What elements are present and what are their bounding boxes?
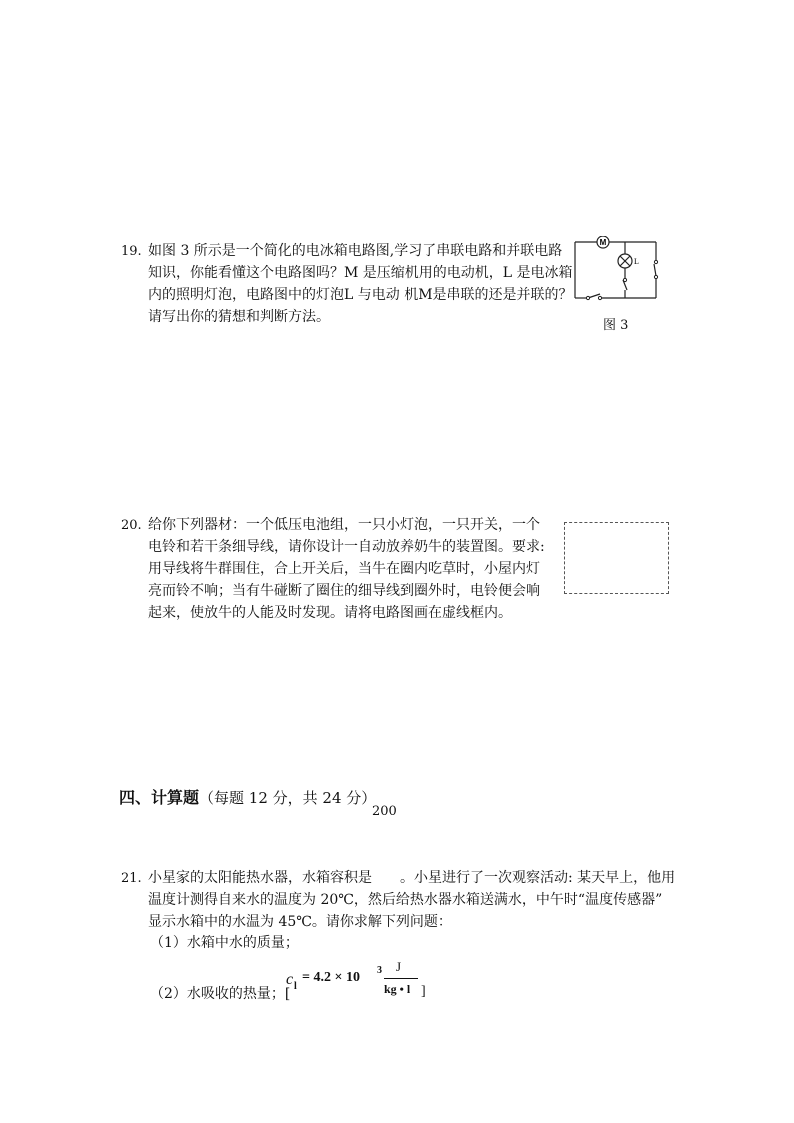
q21-subquestion-1: （1）水箱中水的质量； — [150, 935, 299, 951]
q20-line-4: 亮而铃不响；当有牛碰断了圈住的细导线到圈外时，电铃便会响 — [148, 583, 540, 599]
q21-line-1b: 。小星进行了一次观察活动: 某天早上，他用 — [400, 870, 676, 886]
formula-fraction-bar — [384, 978, 418, 979]
stray-value — [372, 804, 397, 819]
formula-numerator: J — [396, 959, 402, 974]
q21-line-1a: 小星家的太阳能热水器，水箱容积是 — [148, 870, 372, 886]
formula-close-bracket: ] — [421, 984, 426, 999]
q21-subquestion-2: （2）水吸收的热量；[ — [150, 986, 291, 1002]
q20-line-2: 电铃和若干条细导线，请你设计一自动放养奶牛的装置图。要求: — [148, 539, 545, 555]
formula-subscript: l — [294, 981, 297, 992]
lamp-label: L — [634, 257, 639, 266]
stray-value-text: 200 — [372, 804, 397, 819]
formula-coefficient: = 4.2 × 10 — [302, 970, 360, 985]
q21-line-3: 显示水箱中的水温为 45℃。请你求解下列问题： — [148, 914, 452, 930]
q19-number: 19. — [121, 244, 142, 259]
formula-symbol: c — [286, 971, 294, 988]
motor-label: M — [599, 238, 607, 247]
section-4-note: （每题 12 分，共 24 分） — [199, 789, 377, 807]
q20-line-1: 给你下列器材：一个低压电池组，一只小灯泡，一只开关，一个 — [148, 517, 540, 533]
formula-denominator: kg • l — [384, 982, 411, 996]
section-4-title: 四、计算题 — [119, 788, 200, 807]
formula-exponent: 3 — [377, 965, 382, 976]
q19-line-3: 内的照明灯泡，电路图中的灯泡L 与电动 机M是串联的还是并联的？ — [148, 287, 573, 303]
q20-number: 20. — [121, 518, 142, 533]
q21-line-2: 温度计测得自来水的温度为 20℃，然后给热水器水箱送满水，中午时“温度传感器” — [148, 892, 663, 908]
q21-number: 21. — [121, 871, 142, 886]
figure-3-label: 图 3 — [603, 318, 629, 333]
refrigerator-circuit-diagram — [570, 236, 662, 302]
q20-line-5: 起来，使放牛的人能及时发现。请将电路图画在虚线框内。 — [148, 605, 512, 621]
specific-heat-formula — [286, 957, 431, 1003]
answer-dashed-box — [564, 522, 669, 594]
section-4-heading — [119, 785, 376, 808]
q19-line-2: 知识，你能看懂这个电路图吗？M 是压缩机用的电动机，L 是电冰箱 — [148, 265, 573, 281]
q19-line-1: 如图 3 所示是一个简化的电冰箱电路图,学习了串联电路和并联电路 — [148, 243, 563, 259]
q19-line-4: 请写出你的猜想和判断方法。 — [148, 309, 330, 325]
q20-line-3: 用导线将牛群围住，合上开关后，当牛在圈内吃草时，小屋内灯 — [148, 561, 540, 577]
